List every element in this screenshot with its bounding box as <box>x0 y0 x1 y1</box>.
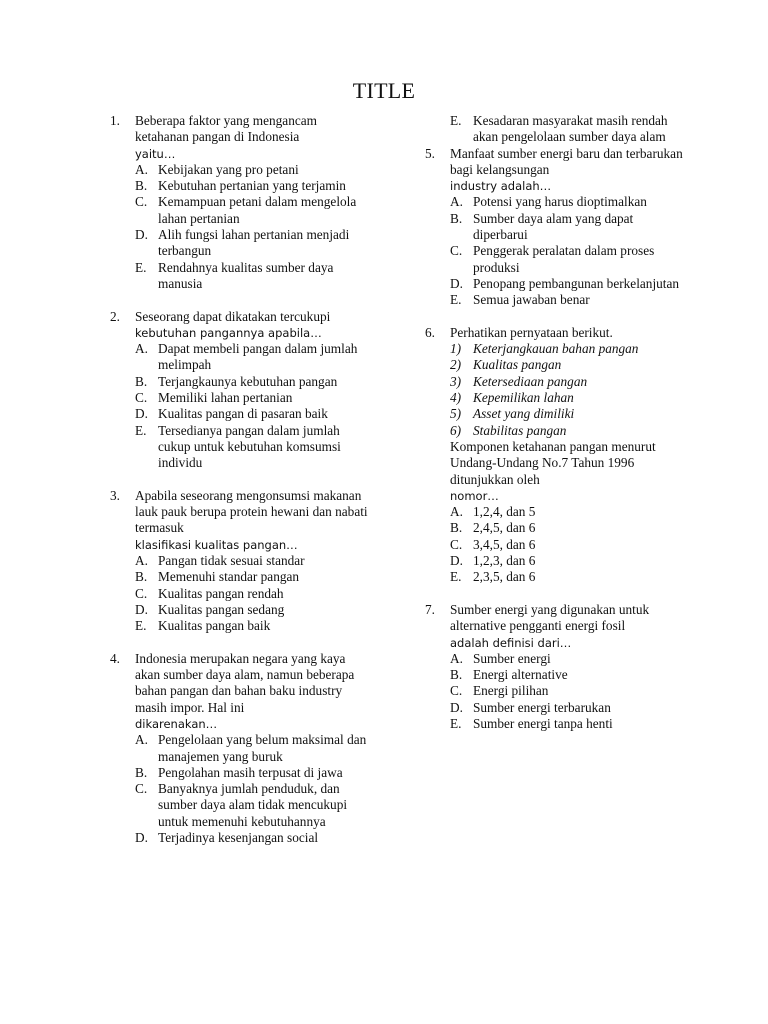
option-label: D. <box>450 553 463 569</box>
option-label: E. <box>450 292 462 308</box>
statement-5 <box>450 406 687 422</box>
question-6 <box>425 325 687 586</box>
option-text: Alih fungsi lahan pertanian menjadi terbangun <box>158 227 350 259</box>
option-text: Kualitas pangan rendah <box>158 585 284 601</box>
option-text: Sumber energi tanpa henti <box>473 715 613 731</box>
option-text: Banyaknya jumlah penduduk, dan sumber daya alam tidak mencukupi untuk memenuhi kebutuhannya <box>158 781 348 829</box>
option-text: 3,4,5, dan 6 <box>473 536 536 552</box>
option-b[interactable] <box>450 667 687 683</box>
option-d[interactable] <box>135 406 372 422</box>
option-label: A. <box>450 504 463 520</box>
option-b[interactable] <box>135 569 372 585</box>
option-a[interactable] <box>450 651 687 667</box>
option-text: Kebutuhan pertanian yang terjamin <box>158 178 346 194</box>
option-text: Semua jawaban benar <box>473 292 590 308</box>
question-stem-tail: klasifikasi kualitas pangan… <box>135 537 298 552</box>
question-number: 7. <box>425 601 435 617</box>
option-text: Pengelolaan yang belum maksimal dan manajemen yang buruk <box>158 732 367 764</box>
question-follow-up: Komponen ketahanan pangan menurut Undang-Undang No.7 Tahun 1996 ditunjukkan oleh <box>450 438 656 487</box>
question-2 <box>110 309 372 472</box>
question-stem: Apabila seseorang mengonsumsi makanan lauk pauk berupa protein hewani dan nabati termasuk <box>135 487 368 536</box>
option-text: Energi alternative <box>473 667 568 683</box>
option-label: E. <box>135 422 147 438</box>
question-number: 4. <box>110 650 120 666</box>
option-text: Memiliki lahan pertanian <box>158 390 293 406</box>
option-e[interactable] <box>450 569 687 585</box>
option-text: Kualitas pangan baik <box>158 618 271 634</box>
option-c[interactable] <box>450 243 687 276</box>
question-stem: Manfaat sumber energi baru dan terbarukan bagi kelangsungan <box>450 145 683 177</box>
statement-label: 3) <box>450 373 462 389</box>
statement-2 <box>450 357 687 373</box>
option-e[interactable] <box>450 113 687 146</box>
option-b[interactable] <box>135 374 372 390</box>
option-b[interactable] <box>450 211 687 244</box>
statement-text: Kepemilikan lahan <box>473 390 574 406</box>
option-c[interactable] <box>135 390 372 406</box>
question-stem-tail: adalah definisi dari… <box>450 635 572 650</box>
question-stem: Beberapa faktor yang mengancam ketahanan pangan di Indonesia <box>135 113 318 145</box>
option-label: C. <box>135 781 148 797</box>
option-e[interactable] <box>135 618 372 634</box>
question-stem-tail: industry adalah… <box>450 179 552 194</box>
option-label: B. <box>135 373 148 389</box>
option-label: B. <box>450 210 463 226</box>
option-text: 1,2,3, dan 6 <box>473 553 536 569</box>
option-d[interactable] <box>135 602 372 618</box>
option-a[interactable] <box>135 732 372 765</box>
option-text: Rendahnya kualitas sumber daya manusia <box>158 259 334 291</box>
statement-1 <box>450 341 687 357</box>
option-d[interactable] <box>450 553 687 569</box>
question-follow-up-tail: nomor… <box>450 488 499 503</box>
option-e[interactable] <box>135 423 372 472</box>
option-text: 2,4,5, dan 6 <box>473 520 536 536</box>
question-3 <box>110 488 372 635</box>
statement-6 <box>450 423 687 439</box>
option-text: Kualitas pangan di pasaran baik <box>158 406 328 422</box>
option-label: A. <box>135 161 148 177</box>
option-label: D. <box>135 227 148 243</box>
option-c[interactable] <box>450 683 687 699</box>
statement-text: Keterjangkauan bahan pangan <box>473 341 639 357</box>
option-c[interactable] <box>135 781 372 830</box>
question-number: 6. <box>425 324 435 340</box>
option-c[interactable] <box>135 194 372 227</box>
question-stem-tail: kebutuhan pangannya apabila… <box>135 325 322 340</box>
option-label: E. <box>135 259 147 275</box>
option-label: A. <box>450 650 463 666</box>
option-label: D. <box>450 275 463 291</box>
option-text: Potensi yang harus dioptimalkan <box>473 194 647 210</box>
question-stem-tail: yaitu… <box>135 146 176 161</box>
statement-text: Ketersediaan pangan <box>473 373 588 389</box>
option-e[interactable] <box>450 716 687 732</box>
question-number: 2. <box>110 308 120 324</box>
option-text: Penopang pembangunan berkelanjutan <box>473 275 680 291</box>
option-text: Pangan tidak sesuai standar <box>158 553 305 569</box>
option-a[interactable] <box>135 162 372 178</box>
option-a[interactable] <box>135 553 372 569</box>
question-number: 1. <box>110 113 120 128</box>
option-text: Kesadaran masyarakat masih rendah akan pengelolaan sumber daya alam <box>473 113 668 145</box>
option-text: Sumber daya alam yang dapat diperbarui <box>473 210 634 243</box>
option-label: B. <box>450 667 463 683</box>
option-text: Terjadinya kesenjangan social <box>158 830 319 846</box>
option-label: E. <box>135 618 147 634</box>
option-label: D. <box>135 601 148 617</box>
option-label: A. <box>450 194 463 210</box>
statement-text: Asset yang dimiliki <box>473 406 575 422</box>
option-text: Memenuhi standar pangan <box>158 569 300 585</box>
option-label: D. <box>450 699 463 715</box>
option-d[interactable] <box>135 227 372 260</box>
option-a[interactable] <box>135 341 372 374</box>
option-label: E. <box>450 569 462 585</box>
option-label: C. <box>135 585 148 601</box>
option-text: Dapat membeli pangan dalam jumlah melimpah <box>158 341 358 373</box>
option-b[interactable] <box>135 178 372 194</box>
option-label: A. <box>135 341 148 357</box>
statement-label: 2) <box>450 357 462 373</box>
option-label: B. <box>135 178 148 194</box>
option-e[interactable] <box>135 260 372 293</box>
statement-text: Kualitas pangan <box>473 357 562 373</box>
option-label: C. <box>135 390 148 406</box>
option-d[interactable] <box>450 700 687 716</box>
option-label: A. <box>135 553 148 569</box>
option-label: C. <box>450 536 463 552</box>
option-b[interactable] <box>135 765 372 781</box>
option-label: E. <box>450 113 462 128</box>
option-text: Energi pilihan <box>473 683 549 699</box>
option-c[interactable] <box>135 586 372 602</box>
option-text: Kemampuan petani dalam mengelola lahan pertanian <box>158 194 357 226</box>
option-text: Kebijakan yang pro petani <box>158 161 299 177</box>
question-4-continued <box>425 113 687 146</box>
statement-label: 5) <box>450 406 462 422</box>
question-number: 3. <box>110 487 120 503</box>
option-text: Terjangkaunya kebutuhan pangan <box>158 373 338 389</box>
left-column <box>110 113 372 863</box>
option-text: Kualitas pangan sedang <box>158 601 285 617</box>
statement-label: 4) <box>450 390 462 406</box>
statement-label: 6) <box>450 422 462 438</box>
option-a[interactable] <box>450 504 687 520</box>
statement-4 <box>450 390 687 406</box>
option-b[interactable] <box>450 520 687 536</box>
option-label: C. <box>450 683 463 699</box>
option-text: Pengolahan masih terpusat di jawa <box>158 764 343 780</box>
question-stem-tail: dikarenakan… <box>135 716 218 731</box>
option-text: Sumber energi <box>473 650 551 666</box>
option-d[interactable] <box>450 276 687 292</box>
question-1 <box>110 113 372 292</box>
option-e[interactable] <box>450 292 687 308</box>
statement-text: Stabilitas pangan <box>473 422 567 438</box>
statement-label: 1) <box>450 341 462 357</box>
option-d[interactable] <box>135 830 372 846</box>
question-5 <box>425 146 687 309</box>
option-text: Sumber energi terbarukan <box>473 699 611 715</box>
option-text: Tersedianya pangan dalam jumlah cukup untuk kebutuhan komsumsi individu <box>158 422 341 471</box>
option-label: A. <box>135 732 148 748</box>
option-label: E. <box>450 715 462 731</box>
option-label: B. <box>135 764 148 780</box>
option-label: B. <box>135 569 148 585</box>
question-stem: Perhatikan pernyataan berikut. <box>450 324 613 340</box>
option-label: D. <box>135 406 148 422</box>
option-text: 2,3,5, dan 6 <box>473 569 536 585</box>
question-stem: Indonesia merupakan negara yang kaya akan sumber daya alam, namun beberapa bahan pangan dan bahan baku industry masih impor. Hal ini <box>135 650 355 715</box>
option-a[interactable] <box>450 194 687 210</box>
question-stem: Sumber energi yang digunakan untuk alternative pengganti energi fosil <box>450 601 650 634</box>
option-text: 1,2,4, dan 5 <box>473 504 536 520</box>
option-c[interactable] <box>450 537 687 553</box>
page-title: TITLE <box>352 78 416 103</box>
option-label: C. <box>450 243 463 259</box>
option-text: Penggerak peralatan dalam proses produksi <box>473 243 655 275</box>
question-number: 5. <box>425 145 435 161</box>
question-4 <box>110 651 372 847</box>
option-label: D. <box>135 830 148 846</box>
option-label: C. <box>135 194 148 210</box>
statement-3 <box>450 374 687 390</box>
option-label: B. <box>450 520 463 536</box>
right-column <box>425 113 687 749</box>
question-stem: Seseorang dapat dikatakan tercukupi <box>135 308 331 324</box>
question-7 <box>425 602 687 732</box>
